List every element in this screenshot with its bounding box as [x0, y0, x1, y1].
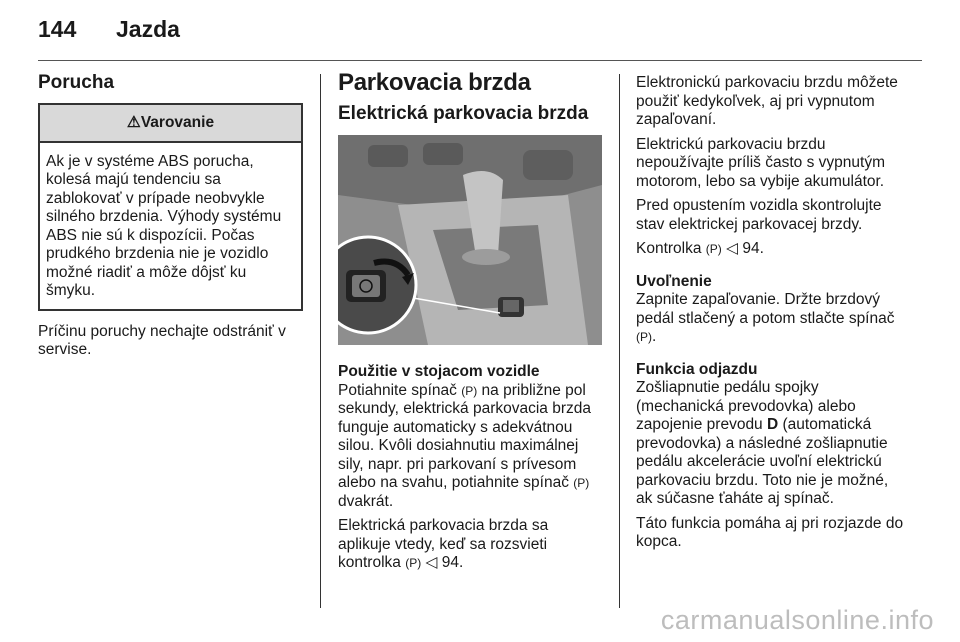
watermark: carmanualsonline.info [660, 605, 934, 635]
parking-brake-icon: (P) [405, 556, 422, 570]
usage-paragraph [338, 382, 602, 512]
parking-brake-icon: (P) [573, 476, 590, 490]
warning-header [40, 105, 301, 143]
text-fragment: . [652, 328, 657, 345]
text-fragment: Kontrolka [636, 240, 702, 257]
paragraph: Príčinu poruchy nechajte odstrániť v servise. [38, 322, 286, 358]
paragraph: Táto funkcia pomáha aj pri rozjazde do kopca. [636, 514, 904, 550]
column-divider [619, 74, 620, 608]
drive-off-paragraph [636, 379, 904, 509]
parking-brake-icon: (P) [705, 242, 722, 256]
subsection-title: Elektrická parkovacia brzda [338, 102, 589, 124]
console-illustration [338, 135, 602, 345]
gear-letter: D [767, 416, 779, 433]
paragraph [636, 240, 904, 259]
applied-paragraph [338, 517, 602, 573]
text-fragment: Elektrická parkovacia brzda sa aplikuje vtedy, keď sa rozsvieti kontrolka [338, 517, 549, 571]
text-fragment: na približne pol sekundy, elektrická parkovacia brzda funguje automaticky s adekvátnou silou. Kvôli dosiahnutiu maximálnej sily, napr. pri parkovaní s prívesom alebo na svahu, potiahnite spínač [338, 381, 592, 491]
warning-text: Ak je v systéme ABS porucha, kolesá majú tendenciu sa zablokovať v prípade neobvykle silného brzdenia. Výhody systému ABS nie sú k dispozícii. Počas prudkého brzdenia nie je vozidlo možné riadiť a môže dôjsť ku šmyku. [46, 152, 282, 299]
column-2 [338, 69, 602, 579]
release-heading: Uvoľnenie [636, 272, 712, 290]
release-paragraph [636, 291, 904, 347]
paragraph: Elektrickú parkovaciu brzdu nepoužívajte príliš často s vypnutým motorom, lebo sa vybije akumulátor. [636, 135, 885, 190]
section-heading-porucha: Porucha [38, 72, 115, 93]
page-reference: 94. [742, 240, 764, 257]
parking-brake-photo [338, 135, 602, 345]
paragraph: Elektronickú parkovaciu brzdu môžete použiť kedykoľvek, aj pri vypnutom zapaľovaní. [636, 74, 898, 128]
reference-arrow-icon: ◁ [425, 554, 438, 571]
column-divider [320, 74, 321, 608]
usage-heading: Použitie v stojacom vozidle [338, 363, 540, 380]
page-header [38, 16, 180, 43]
drive-off-heading: Funkcia odjazdu [636, 360, 758, 378]
page-number: 144 [38, 16, 77, 42]
parking-brake-icon: (P) [636, 330, 652, 344]
chapter-title: Jazda [116, 16, 180, 42]
reference-arrow-icon: ◁ [726, 240, 739, 257]
text-fragment: Zapnite zapaľovanie. Držte brzdový pedál stlačený a potom stlačte spínač [636, 291, 895, 327]
warning-icon: ⚠ [126, 113, 141, 131]
text-fragment: (automatická prevodovka) a následné zošliapnutie pedálu akcelerácie uvoľní elektrickú parkovaciu brzdu. Toto nie je možné, ak súčasne ťaháte aj spínač. [636, 416, 889, 507]
parking-brake-icon: (P) [461, 383, 478, 398]
column-3 [636, 74, 904, 558]
warning-box [38, 103, 303, 311]
text-fragment: dvakrát. [338, 492, 394, 510]
header-rule [38, 60, 922, 61]
paragraph: Pred opustením vozidla skontrolujte stav elektrickej parkovacej brzdy. [636, 197, 882, 233]
section-title: Parkovacia brzda [338, 69, 531, 96]
page-reference: 94. [441, 554, 464, 571]
text-fragment: Zošliapnutie pedálu spojky (mechanická prevodovka) alebo zapojenie prevodu [636, 379, 856, 433]
text-fragment: Potiahnite spínač [338, 381, 457, 399]
warning-title: Varovanie [140, 113, 215, 131]
column-1 [38, 74, 303, 366]
